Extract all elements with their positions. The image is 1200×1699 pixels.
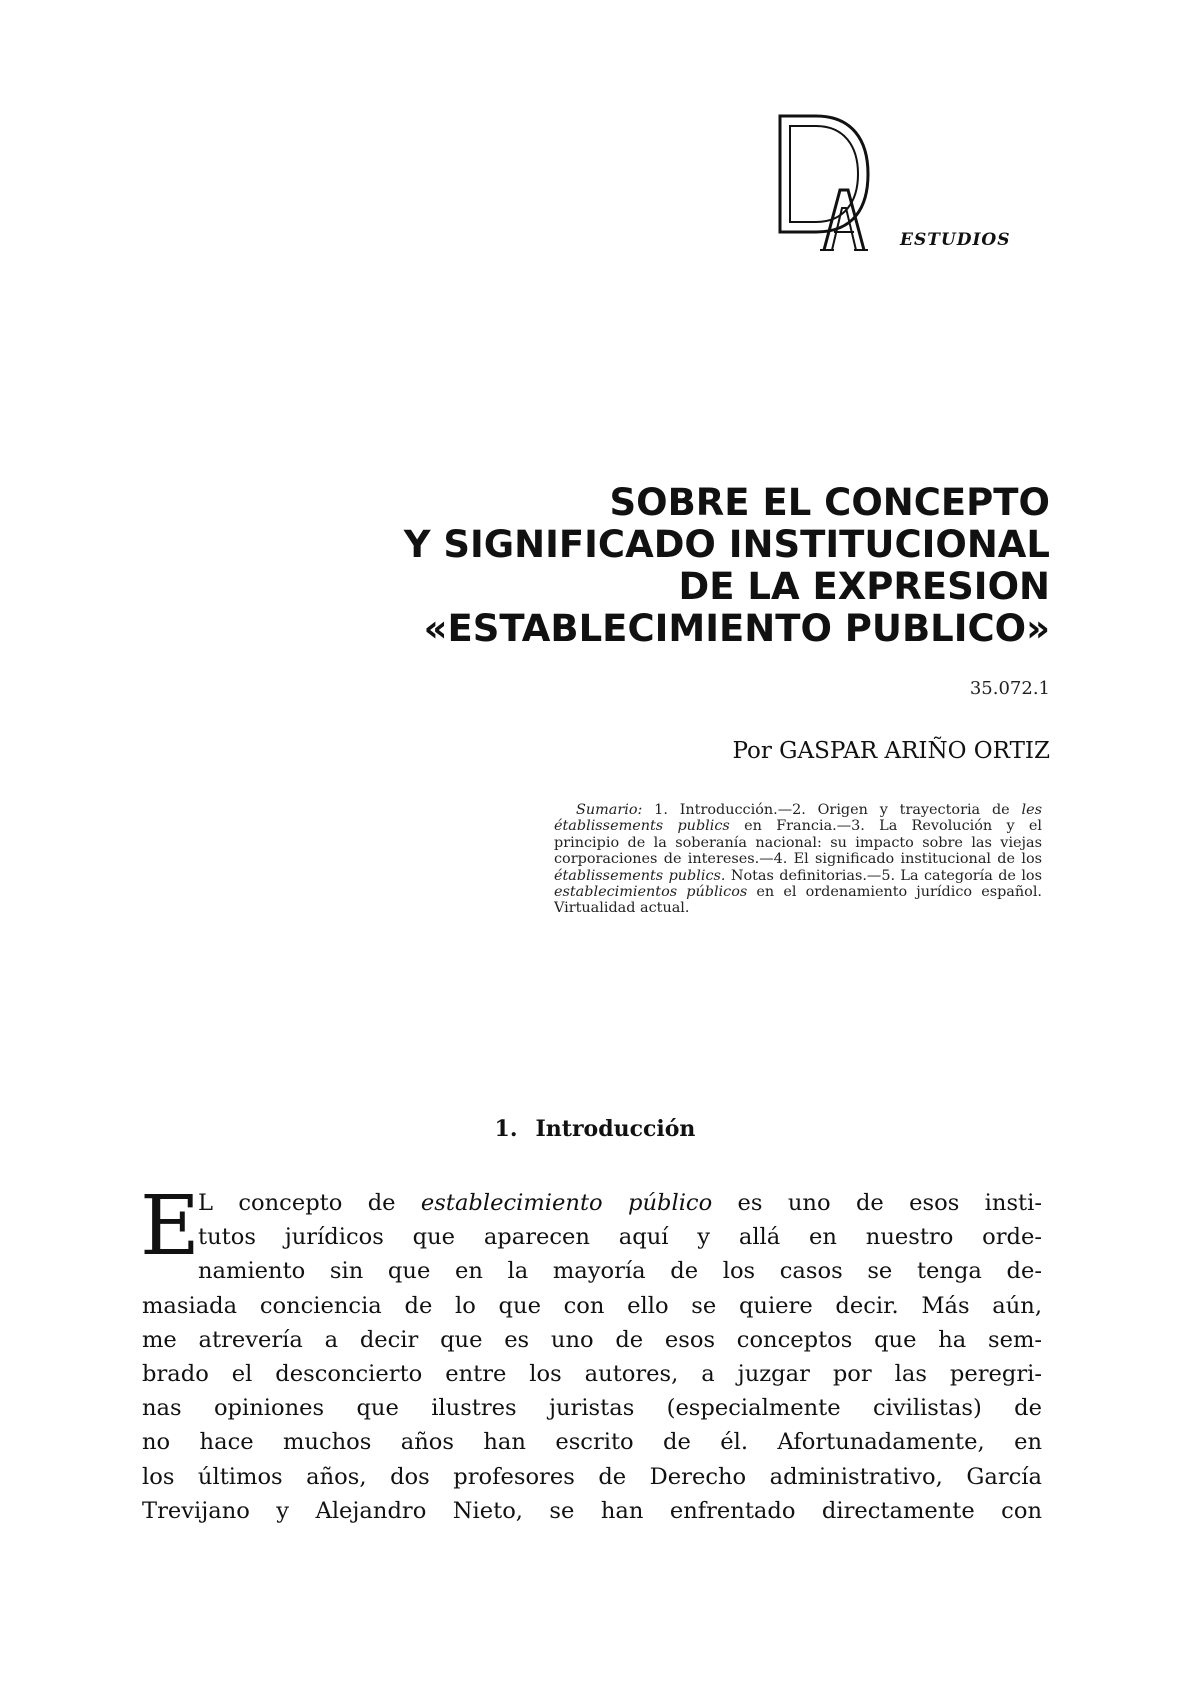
classification-code: 35.072.1 <box>969 678 1050 699</box>
summary-text: en el ordenamiento jurídico español. Virtualidad actual. <box>554 884 1042 917</box>
summary-label: Sumario: <box>576 802 643 818</box>
body-italic: establecimiento público <box>420 1190 713 1216</box>
title-line: DE LA EXPRESION <box>678 565 1050 608</box>
journal-logo <box>776 112 874 252</box>
title-line: «ESTABLECIMIENTO PUBLICO» <box>423 607 1050 650</box>
body-text: es uno de esos insti- <box>712 1190 1042 1216</box>
body-line: los últimos años, dos profesores de Derecho administrativo, García <box>142 1463 1042 1490</box>
summary-text: 1. Introducción.—2. Origen y trayectoria de <box>642 802 1022 818</box>
title-line: Y SIGNIFICADO INSTITUCIONAL <box>403 523 1050 566</box>
summary-italic: establecimientos públicos <box>554 884 748 901</box>
section-title: Introducción <box>535 1116 696 1142</box>
article-title <box>230 482 1050 650</box>
body-line: nas opiniones que ilustres juristas (especialmente civilistas) de <box>142 1395 1042 1422</box>
body-text: L concepto de <box>198 1190 421 1216</box>
title-line: SOBRE EL CONCEPTO <box>609 481 1050 524</box>
summary-block <box>554 802 1042 917</box>
section-label: ESTUDIOS <box>900 230 1011 250</box>
section-number: 1. <box>494 1116 518 1142</box>
summary-text: Notas definitorias.—5. La categoría de los <box>725 867 1042 884</box>
body-line: Trevijano y Alejandro Nieto, se han enfrentado directamente con <box>142 1497 1042 1524</box>
body-line <box>142 1186 1042 1220</box>
drop-cap: E <box>140 1179 200 1274</box>
summary-italic: les établissements publics <box>554 802 1042 835</box>
summary-italic: établissements publics. <box>554 867 726 884</box>
author-byline: Por GASPAR ARIÑO ORTIZ <box>732 738 1050 764</box>
body-paragraph <box>140 1179 1042 1528</box>
body-line: no hace muchos años han escrito de él. Afortunadamente, en <box>142 1429 1042 1456</box>
body-line: masiada conciencia de lo que con ello se quiere decir. Más aún, <box>142 1292 1042 1319</box>
body-line: tutos jurídicos que aparecen aquí y allá en nuestro orde- <box>198 1224 1042 1251</box>
body-line: me atrevería a decir que es uno de esos conceptos que ha sem- <box>142 1326 1042 1353</box>
body-line: namiento sin que en la mayoría de los casos se tenga de- <box>198 1258 1042 1285</box>
section-heading <box>0 1116 1190 1142</box>
summary-text: en Francia.—3. La Revolución y el principio de la soberanía nacional: su impacto sobre las viejas corporaciones de intereses.—4. El significado institucional de los <box>554 818 1043 868</box>
body-line: brado el desconcierto entre los autores, a juzgar por las peregri- <box>142 1361 1042 1388</box>
da-monogram-icon <box>776 112 874 252</box>
